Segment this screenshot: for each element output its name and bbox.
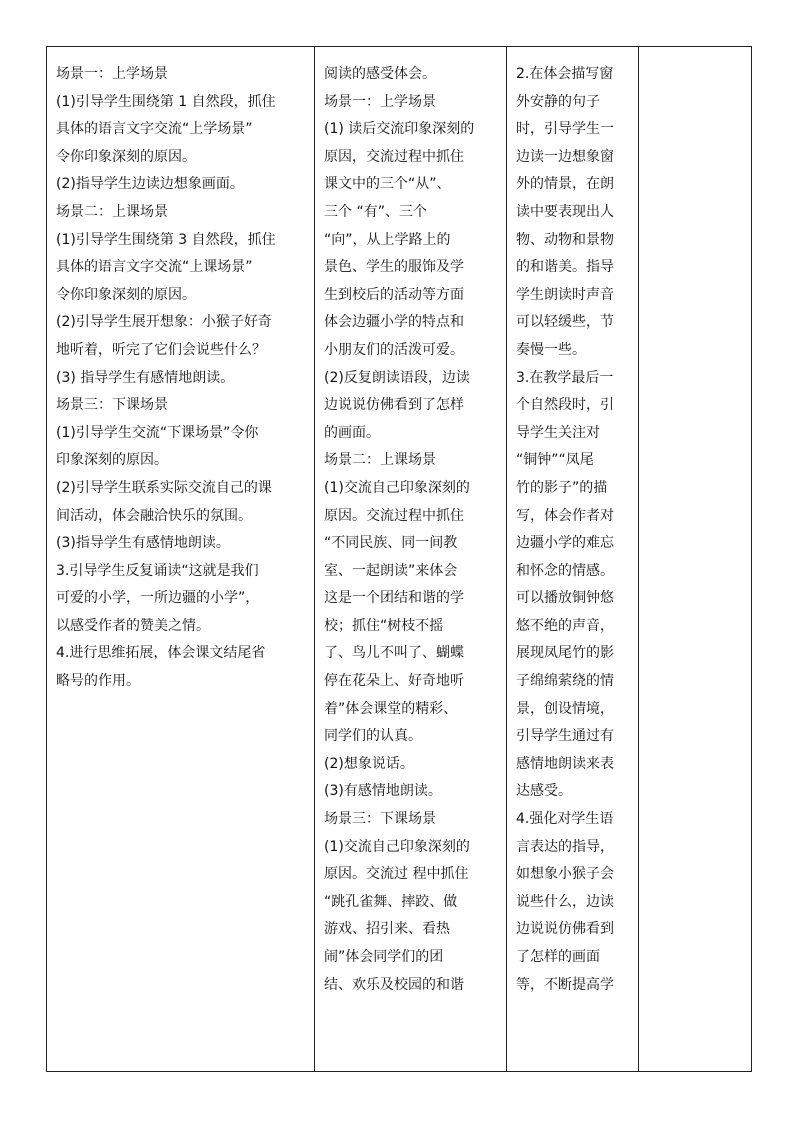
text-line: 原因。交流过程中抓住 — [324, 507, 464, 524]
text-line: 地听着，听完了它们会说些什么？ — [56, 341, 266, 358]
text-line: 游戏、招引来、看热 — [324, 921, 450, 938]
text-line: 以感受作者的赞美之情。 — [56, 617, 210, 634]
text-line: 边读一边想象窗 — [516, 148, 614, 165]
text-line: “不同民族、同一间教 — [324, 535, 458, 552]
text-line: 个自然段时，引 — [516, 397, 614, 414]
text-line: 印象深刻的原因。 — [56, 452, 168, 469]
text-line: 结、欢乐及校园的和谐 — [324, 976, 464, 993]
text-line: 场景三：下课场景 — [324, 811, 436, 828]
text-line: 景色、学生的服饰及学 — [324, 259, 464, 276]
text-line: 令你印象深刻的原因。 — [56, 286, 196, 303]
text-line: 悠不绝的声音， — [516, 617, 614, 634]
text-line: 这是一个团结和谐的学 — [324, 590, 464, 607]
text-line: 和怀念的情感。 — [516, 562, 614, 579]
text-line: 场景一：上学场景 — [56, 66, 168, 82]
text-line: 奏慢一些。 — [516, 341, 586, 358]
text-line: 课文中的三个“从”、 — [324, 176, 451, 193]
student-activity-cell — [315, 47, 507, 1072]
text-line: 闹”体会同学们的团 — [324, 949, 444, 965]
text-line: 同学们的认真。 — [324, 728, 422, 745]
text-line: 可爱的小学，一所边疆的小学”， — [56, 590, 260, 607]
text-line: 阅读的感受体会。 — [324, 66, 436, 82]
text-line: (3) 指导学生有感情地朗读。 — [56, 369, 235, 386]
text-line: 说些什么，边读 — [516, 893, 614, 910]
text-line: 达感受。 — [516, 783, 572, 800]
lesson-plan-table — [46, 46, 752, 1072]
text-line: (2)引导学生展开想象：小猴子好奇 — [56, 314, 272, 331]
text-line: (1)交流自己印象深刻的 — [324, 838, 470, 855]
notes-cell — [639, 47, 752, 1072]
text-line: (1)交流自己印象深刻的 — [324, 479, 470, 496]
text-line: 3.在教学最后一 — [516, 369, 614, 386]
text-line: 具体的语言文字交流“上学场景” — [56, 121, 253, 138]
text-line: 间活动，体会融洽快乐的氛围。 — [56, 507, 252, 524]
text-line: 了、鸟儿不叫了、蝴蝶 — [324, 645, 464, 662]
text-line: 小朋友们的活泼可爱。 — [324, 341, 464, 358]
text-line: (1)引导学生围绕第 3 自然段，抓住 — [56, 231, 276, 248]
text-line: 4.进行思维拓展，体会课文结尾省 — [56, 645, 266, 662]
text-line: 场景二：上课场景 — [56, 203, 168, 220]
text-line: 读中要表现出人 — [516, 203, 614, 220]
text-line: (2)想象说话。 — [324, 755, 414, 772]
text-line: 时，引导学生一 — [516, 121, 614, 138]
text-line: 的和谐美。指导 — [516, 259, 614, 276]
text-line: 原因，交流过程中抓住 — [324, 148, 464, 165]
text-line: 校；抓住“树枝不摇 — [324, 617, 444, 634]
text-line: 了怎样的画面 — [516, 949, 600, 965]
text-line: 着”体会课堂的精彩、 — [324, 700, 458, 717]
text-line: 场景一：上学场景 — [324, 93, 436, 110]
text-line: 令你印象深刻的原因。 — [56, 148, 196, 165]
text-line: 边疆小学的难忘 — [516, 535, 614, 552]
text-line: 场景二：上课场景 — [324, 452, 436, 469]
text-line: 4.强化对学生语 — [516, 811, 614, 828]
text-line: “跳孔雀舞、摔跤、做 — [324, 893, 458, 910]
text-line: 展现凤尾竹的影 — [516, 645, 614, 662]
text-line: 边说说仿佛看到了怎样 — [324, 397, 464, 414]
text-line: (2)指导学生边读边想象画面。 — [56, 176, 244, 193]
text-line: 场景三：下课场景 — [56, 397, 168, 414]
text-line: 景，创设情境， — [516, 700, 614, 717]
teaching-process-cell — [47, 47, 315, 1072]
text-line: 3.引导学生反复诵读“这就是我们 — [56, 562, 259, 579]
text-line: (3)有感情地朗读。 — [324, 783, 442, 800]
text-line: 外安静的句子 — [516, 93, 600, 110]
text-line: 物、动物和景物 — [516, 231, 614, 248]
text-line: (1) 读后交流印象深刻的 — [324, 121, 475, 138]
text-line: 如想象小猴子会 — [516, 866, 614, 883]
text-line: 2.在体会描写窗 — [516, 66, 614, 82]
text-line: 停在花朵上、好奇地听 — [324, 673, 464, 690]
text-line: 写，体会作者对 — [516, 507, 614, 524]
text-line: 子绵绵萦绕的情 — [516, 673, 614, 690]
text-line: 导学生关注对 — [516, 424, 600, 441]
text-line: “向”，从上学路上的 — [324, 231, 451, 248]
text-line: “铜钟”“凤尾 — [516, 452, 594, 469]
text-line: 略号的作用。 — [56, 673, 140, 690]
text-line: 可以播放铜钟悠 — [516, 590, 614, 607]
text-line: 三个 “有”、三个 — [324, 203, 427, 220]
text-line: 室、一起朗读”来体会 — [324, 562, 458, 579]
text-line: (1)引导学生围绕第 1 自然段，抓住 — [56, 93, 276, 110]
text-line: 等，不断提高学 — [516, 976, 614, 993]
text-line: 边说说仿佛看到 — [516, 921, 614, 938]
text-line: 原因。交流过 程中抓住 — [324, 866, 469, 883]
text-line: 感情地朗读来表 — [516, 755, 614, 772]
text-line: 生到校后的活动等方面 — [324, 286, 464, 303]
text-line: 外的情景，在朗 — [516, 176, 614, 193]
text-line: 引导学生通过有 — [516, 728, 614, 745]
text-line: (2)反复朗读语段，边读 — [324, 369, 470, 386]
text-line: (1)引导学生交流“下课场景”令你 — [56, 424, 259, 441]
text-line: 具体的语言文字交流“上课场景” — [56, 259, 253, 276]
table-row — [47, 47, 752, 1072]
design-intent-cell — [507, 47, 639, 1072]
text-line: 言表达的指导， — [516, 838, 614, 855]
text-line: (3)指导学生有感情地朗读。 — [56, 535, 230, 552]
text-line: 竹的影子”的描 — [516, 479, 608, 496]
text-line: 可以轻缓些，节 — [516, 314, 614, 331]
text-line: 的画面。 — [324, 424, 380, 441]
text-line: 学生朗读时声音 — [516, 286, 614, 303]
text-line: (2)引导学生联系实际交流自己的课 — [56, 479, 272, 496]
text-line: 体会边疆小学的特点和 — [324, 314, 464, 331]
